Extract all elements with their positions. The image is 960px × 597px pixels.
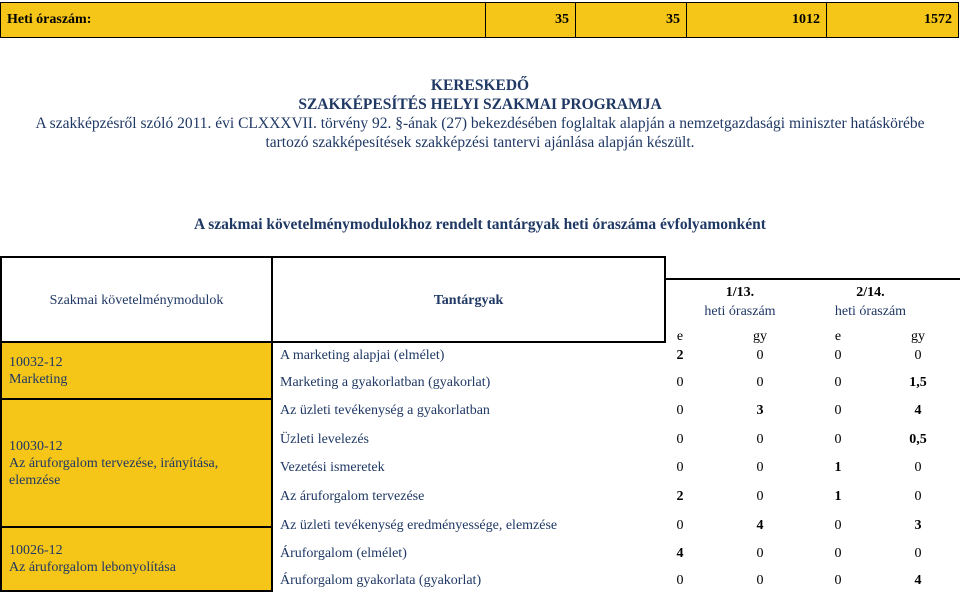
hours-value: 1 — [834, 460, 842, 475]
table-row — [272, 513, 958, 542]
table-row — [272, 343, 958, 372]
subjects-header: Tantárgyak — [433, 293, 504, 308]
hours-value: 0,5 — [909, 432, 927, 447]
hours-value: 0 — [834, 348, 842, 363]
hours-value: 1 — [834, 489, 842, 504]
section-title: A szakmai követelménymodulokhoz rendelt tantárgyak heti óraszáma évfolyamonként — [194, 216, 766, 233]
legal-basis-line: tartozó szakképesítések szakképzési tantervi ajánlása alapján készült. — [265, 134, 695, 151]
summary-value: 1572 — [827, 3, 959, 38]
subject-name: Áruforgalom (elmélet) — [280, 546, 407, 561]
table-row — [272, 455, 958, 484]
summary-value: 35 — [486, 3, 576, 38]
hours-value: 0 — [834, 573, 842, 588]
hours-value: 0 — [676, 573, 684, 588]
hours-value: 0 — [834, 375, 842, 390]
modules-header-cell — [0, 256, 273, 343]
table-row — [272, 427, 958, 456]
subject-name: Az áruforgalom tervezése — [280, 489, 425, 504]
col-gy: gy — [911, 329, 925, 344]
summary-value: 35 — [576, 3, 687, 38]
subject-name: Marketing a gyakorlatban (gyakorlat) — [280, 375, 491, 390]
hours-value: 0 — [756, 460, 764, 475]
col-gy: gy — [753, 329, 767, 344]
hours-value: 0 — [834, 546, 842, 561]
hours-value: 0 — [676, 432, 684, 447]
module-code: 10030-12 — [9, 438, 63, 454]
hours-value: 0 — [914, 348, 922, 363]
hours-value: 0 — [676, 460, 684, 475]
summary-label: Heti óraszám: — [1, 3, 486, 38]
program-title: KERESKEDŐ — [430, 77, 530, 94]
subjects-header-cell — [271, 256, 666, 343]
hours-value: 0 — [756, 489, 764, 504]
subject-name: Áruforgalom gyakorlata (gyakorlat) — [280, 573, 482, 588]
module-name: Marketing — [9, 371, 68, 387]
module-name: Az áruforgalom lebonyolítása — [9, 560, 176, 575]
program-subtitle: SZAKKÉPESÍTÉS HELYI SZAKMAI PROGRAMJA — [298, 96, 662, 113]
col-e: e — [676, 329, 684, 344]
table-row — [272, 398, 958, 427]
summary-value: 1012 — [687, 3, 827, 38]
module-name: Az áruforgalom tervezése, irányítása, elemzése — [9, 455, 219, 488]
hours-value: 0 — [834, 403, 842, 418]
subject-name: Vezetési ismeretek — [280, 460, 385, 475]
hours-value: 0 — [914, 489, 922, 504]
legal-basis-line: A szakképzésről szóló 2011. évi CLXXXVII. törvény 92. §-ának (27) bekezdésében foglaltak alapján a nemzetgazdasági miniszter hatáskörébe — [35, 115, 925, 132]
table-row — [272, 370, 958, 399]
hours-value: 0 — [756, 432, 764, 447]
modules-header: Szakmai követelménymodulok — [49, 293, 224, 308]
module-code: 10026-12 — [9, 543, 63, 558]
hours-value: 0 — [756, 348, 764, 363]
hours-value: 4 — [914, 403, 922, 418]
hours-value: 0 — [676, 375, 684, 390]
hours-value: 0 — [914, 460, 922, 475]
hours-value: 4 — [756, 518, 764, 533]
subject-name: Üzleti levelezés — [280, 432, 370, 447]
hours-value: 4 — [676, 546, 684, 561]
hours-value: 0 — [914, 546, 922, 561]
hours-value: 0 — [756, 546, 764, 561]
table-row — [272, 484, 958, 513]
module-cell — [0, 398, 273, 528]
year-unit: heti óraszám — [704, 304, 776, 319]
col-e: e — [834, 329, 842, 344]
module-code: 10032-12 — [9, 354, 63, 370]
hours-value: 3 — [756, 403, 764, 418]
subject-name: Az üzleti tevékenység a gyakorlatban — [280, 403, 490, 418]
hours-value: 4 — [914, 573, 922, 588]
hours-value: 0 — [834, 518, 842, 533]
hours-value: 0 — [756, 375, 764, 390]
hours-value: 0 — [676, 518, 684, 533]
module-cell — [0, 341, 273, 400]
module-cell — [0, 526, 273, 592]
hours-value: 0 — [676, 403, 684, 418]
hours-value: 2 — [676, 489, 684, 504]
table-row — [272, 568, 958, 597]
year-unit: heti óraszám — [834, 304, 907, 319]
subject-name: Az üzleti tevékenység eredményessége, elemzése — [280, 518, 558, 533]
year-label: 2/14. — [856, 285, 885, 300]
hours-value: 0 — [756, 573, 764, 588]
hours-value: 3 — [914, 518, 922, 533]
weekly-hours-summary-row — [0, 2, 959, 38]
subject-name: A marketing alapjai (elmélet) — [280, 348, 445, 363]
divider — [664, 278, 960, 280]
hours-value: 2 — [676, 348, 684, 363]
year-label: 1/13. — [725, 285, 755, 300]
table-row — [272, 541, 958, 570]
hours-value: 0 — [834, 432, 842, 447]
hours-value: 1,5 — [909, 375, 927, 390]
